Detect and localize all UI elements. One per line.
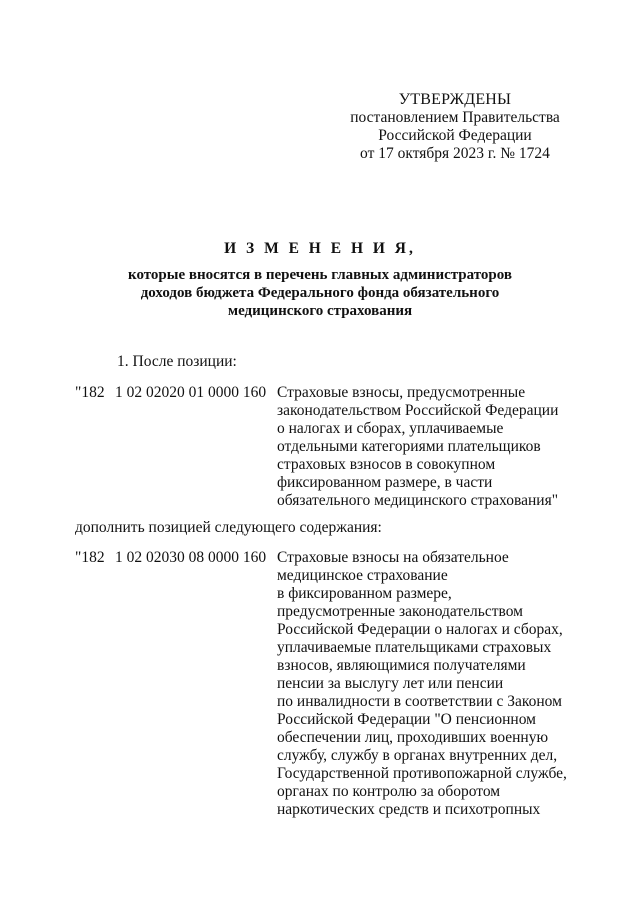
paragraph-after-position: 1. После позиции:	[117, 353, 237, 370]
document-subtitle	[100, 266, 540, 320]
description-line: Страховые взносы на обязательное	[277, 549, 509, 566]
description-line: наркотических средств и психотропных	[277, 801, 541, 818]
description-line: обеспечении лиц, проходивших военную	[277, 729, 549, 746]
kbk-code: 1 02 02020 01 0000 160	[115, 384, 267, 401]
description-line: Государственной противопожарной службе,	[277, 765, 567, 782]
subtitle-line: доходов бюджета Федерального фонда обязательного	[140, 285, 500, 301]
description-line: в фиксированном размере,	[277, 585, 452, 602]
position-code	[75, 549, 266, 567]
position-code	[75, 384, 266, 402]
approval-line: Российской Федерации	[378, 127, 532, 144]
subtitle-line: которые вносятся в перечень главных администраторов	[128, 267, 512, 283]
description-line: органах по контролю за оборотом	[277, 783, 501, 800]
description-line: взносов, являющимися получателями	[277, 657, 526, 674]
description-line: о налогах и сборах, уплачиваемые	[277, 420, 504, 437]
approval-heading: УТВЕРЖДЕНЫ	[398, 91, 512, 108]
description-line: Страховые взносы, предусмотренные	[277, 384, 526, 401]
admin-code: "182	[75, 549, 105, 566]
description-line: по инвалидности в соответствии с Законом	[277, 693, 562, 710]
description-line: законодательством Российской Федерации	[277, 402, 559, 419]
paragraph-add-position: дополнить позицией следующего содержания:	[75, 519, 382, 536]
description-line: пенсии за выслугу лет или пенсии	[277, 675, 504, 692]
description-line: уплачиваемые плательщиками страховых	[277, 639, 552, 656]
description-line: медицинское страхование	[277, 567, 448, 584]
description-line: Российской Федерации "О пенсионном	[277, 711, 536, 728]
description-line: Российской Федерации о налогах и сборах,	[277, 621, 563, 638]
approval-block	[330, 91, 580, 163]
description-line: страховых взносов в совокупном	[277, 456, 496, 473]
subtitle-line: медицинского страхования	[227, 303, 413, 319]
approval-line: от 17 октября 2023 г. № 1724	[360, 145, 550, 162]
position-description	[277, 549, 577, 819]
position-description	[277, 384, 577, 510]
document-title: И З М Е Н Е Н И Я,	[224, 240, 416, 257]
admin-code: "182	[75, 384, 105, 401]
description-line: предусмотренные законодательством	[277, 603, 523, 620]
kbk-code: 1 02 02030 08 0000 160	[115, 549, 267, 566]
description-line: фиксированном размере, в части	[277, 474, 493, 491]
description-line: обязательного медицинского страхования"	[277, 492, 559, 509]
description-line: службу, службу в органах внутренних дел,	[277, 747, 558, 764]
description-line: отдельными категориями плательщиков	[277, 438, 541, 455]
approval-line: постановлением Правительства	[350, 109, 560, 126]
